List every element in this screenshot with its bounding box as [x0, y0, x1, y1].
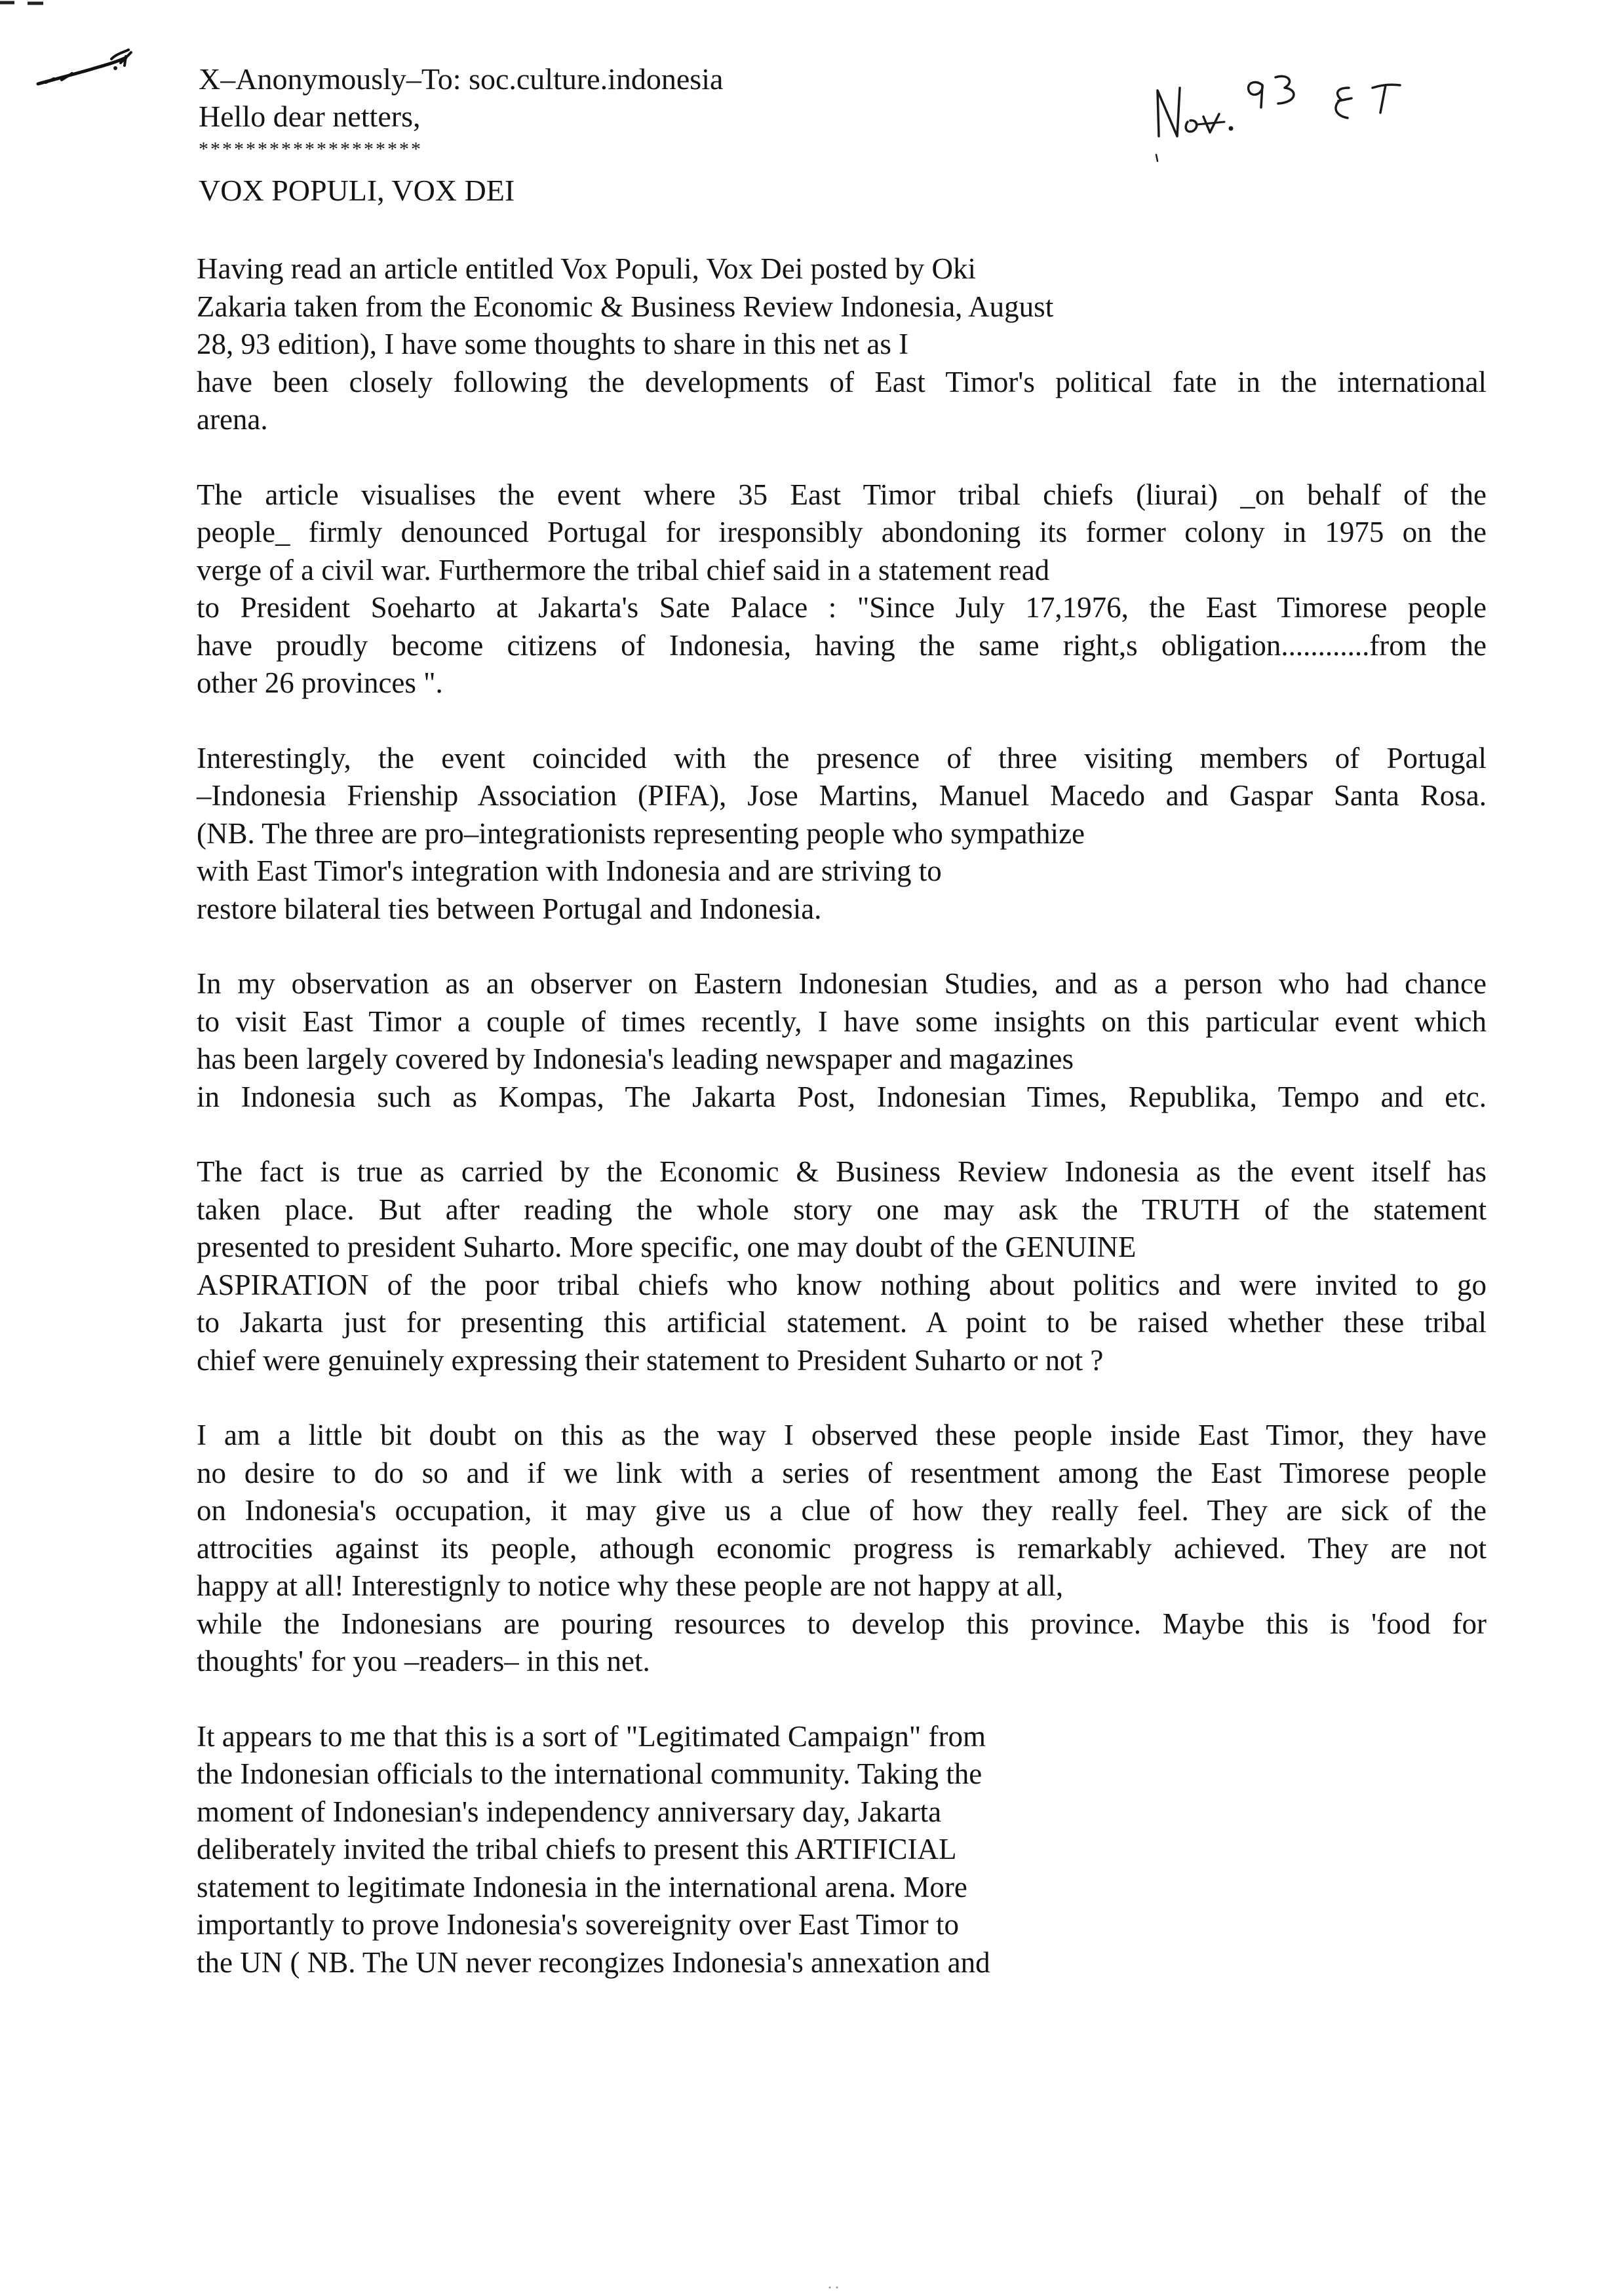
text-line: verge of a civil war. Furthermore the tribal chief said in a statement read: [197, 553, 1050, 586]
greeting: Hello dear netters,: [199, 100, 421, 133]
text-line: The fact is true as carried by the Economic & Business Review Indonesia as the event itself has: [197, 1155, 1487, 1188]
text-line: to Jakarta just for presenting this artificial statement. A point to be raised whether these tribal: [197, 1306, 1487, 1339]
text-line: deliberately invited the tribal chiefs to present this ARTIFICIAL: [197, 1833, 957, 1866]
text-line: statement to legitimate Indonesia in the international arena. More: [197, 1870, 967, 1904]
text-line: other 26 provinces ".: [197, 666, 443, 699]
separator-line: *******************: [199, 138, 423, 160]
corner-mark: [0, 0, 46, 7]
text-line: in Indonesia such as Kompas, The Jakarta Post, Indonesian Times, Republika, Tempo and etc.: [197, 1080, 1487, 1113]
paragraph: [197, 250, 1487, 439]
text-line: taken place. But after reading the whole story one may ask the TRUTH of the statement: [197, 1193, 1487, 1226]
posting-header: [199, 60, 1182, 209]
text-line: attrocities against its people, athough economic progress is remarkably achieved. They are not: [197, 1531, 1487, 1565]
paragraph: [197, 1718, 1114, 1982]
text-line: restore bilateral ties between Portugal and Indonesia.: [197, 892, 822, 925]
text-line: (NB. The three are pro–integrationists representing people who sympathize: [197, 816, 1085, 850]
text-line: presented to president Suharto. More specific, one may doubt of the GENUINE: [197, 1231, 1137, 1263]
posting-line: X–Anonymously–To: soc.culture.indonesia: [199, 62, 724, 96]
text-line: thoughts' for you –readers– in this net.: [197, 1645, 650, 1677]
text-line: The article visualises the event where 35 East Timor tribal chiefs (liurai) _on behalf of the: [197, 478, 1487, 511]
text-line: chief were genuinely expressing their statement to President Suharto or not ?: [197, 1343, 1104, 1377]
paragraph: [197, 1417, 1487, 1681]
text-line: Interestingly, the event coincided with the presence of three visiting members of Portugal: [197, 741, 1487, 775]
text-line: Having read an article entitled Vox Populi, Vox Dei posted by Oki: [197, 252, 977, 285]
text-line: ASPIRATION of the poor tribal chiefs who know nothing about politics and were invited to go: [197, 1268, 1487, 1301]
text-line: have been closely following the developments of East Timor's political fate in the international: [197, 365, 1487, 398]
text-line: has been largely covered by Indonesia's leading newspaper and magazines: [197, 1043, 1074, 1075]
document-title: VOX POPULI, VOX DEI: [199, 174, 515, 207]
paragraph: [197, 476, 1487, 702]
text-line: I am a little bit doubt on this as the way I observed these people inside East Timor, they have: [197, 1419, 1487, 1451]
text-line: arena.: [197, 403, 268, 436]
text-line: have proudly become citizens of Indonesia, having the same right,s obligation............from the: [197, 628, 1487, 662]
text-line: on Indonesia's occupation, it may give us a clue of how they really feel. They are sick of the: [197, 1494, 1487, 1527]
text-line: moment of Indonesian's independency anniversary day, Jakarta: [197, 1795, 942, 1828]
text-line: Zakaria taken from the Economic & Business Review Indonesia, August: [197, 290, 1054, 323]
handwritten-date-note: [1147, 59, 1462, 164]
text-line: –Indonesia Frienship Association (PIFA), Jose Martins, Manuel Macedo and Gaspar Santa Rosa.: [197, 779, 1487, 812]
paragraph: [197, 740, 1487, 928]
text-line: 28, 93 edition), I have some thoughts to share in this net as I: [197, 328, 909, 360]
scan-speck: [827, 2286, 840, 2289]
text-line: importantly to prove Indonesia's sovereignity over East Timor to: [197, 1908, 959, 1941]
paragraph: [197, 1153, 1487, 1379]
paragraph: [197, 965, 1487, 1116]
text-line: people_ firmly denounced Portugal for iresponsibly abondoning its former colony in 1975 on the: [197, 516, 1487, 548]
text-line: no desire to do so and if we link with a series of resentment among the East Timorese people: [197, 1456, 1487, 1489]
pen-scribble-icon: [33, 46, 138, 98]
text-line: to visit East Timor a couple of times recently, I have some insights on this particular event which: [197, 1004, 1487, 1038]
text-line: to President Soeharto at Jakarta's Sate Palace : "Since July 17,1976, the East Timorese people: [197, 591, 1487, 624]
text-line: with East Timor's integration with Indonesia and are striving to: [197, 854, 942, 887]
text-line: while the Indonesians are pouring resources to develop this province. Maybe this is 'food for: [197, 1607, 1487, 1640]
text-line: In my observation as an observer on Eastern Indonesian Studies, and as a person who had chance: [197, 967, 1487, 1000]
text-line: the Indonesian officials to the international community. Taking the: [197, 1757, 983, 1790]
text-line: the UN ( NB. The UN never recongizes Indonesia's annexation and: [197, 1945, 990, 1979]
text-line: happy at all! Interestignly to notice why these people are not happy at all,: [197, 1569, 1064, 1602]
text-line: It appears to me that this is a sort of "Legitimated Campaign" from: [197, 1719, 986, 1753]
article-body: [197, 250, 1487, 2019]
